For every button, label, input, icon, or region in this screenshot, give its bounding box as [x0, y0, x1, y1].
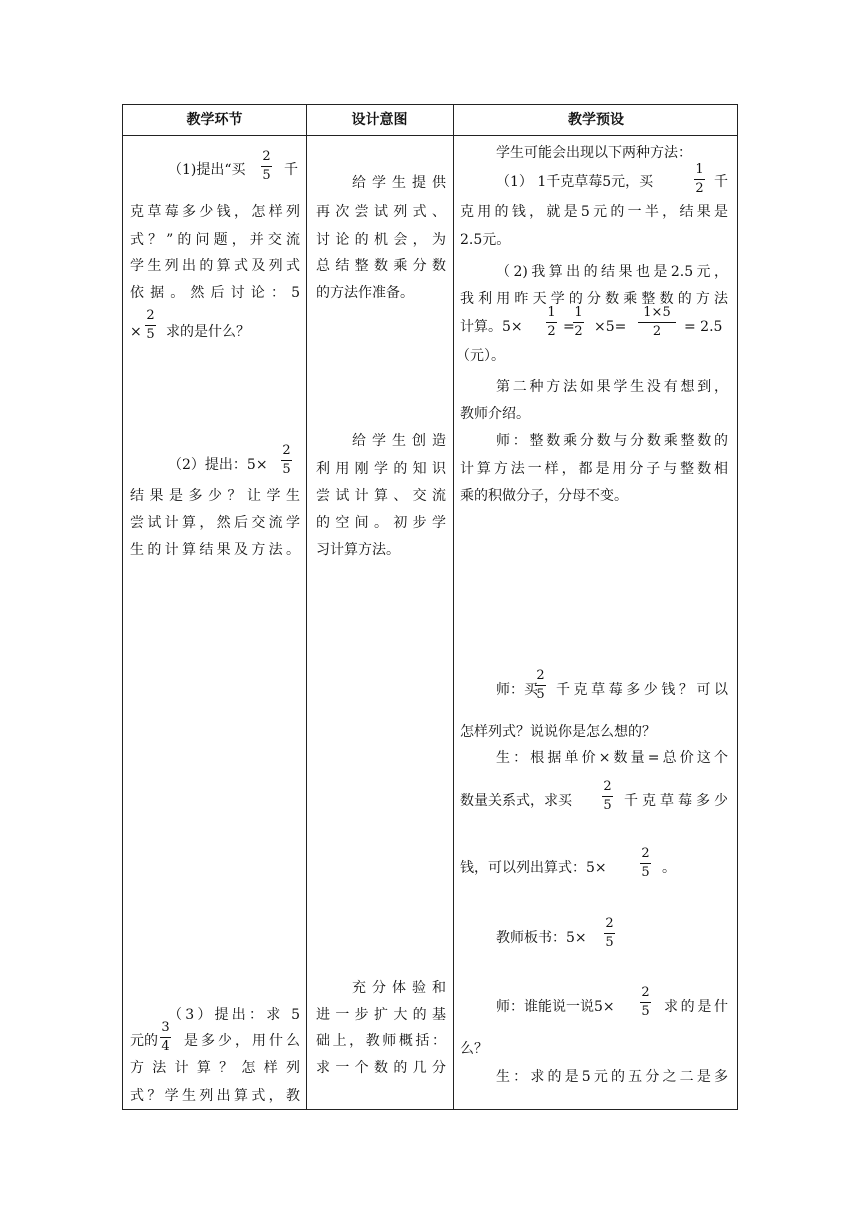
text-line: （元）。	[456, 348, 505, 364]
numerator: 1×5	[643, 305, 671, 320]
text-line: 师：谁能说一说5×	[496, 999, 615, 1015]
text-line: 给学生提供	[352, 175, 446, 191]
fraction	[602, 779, 613, 814]
text-line: 教师板书：5×	[496, 930, 587, 946]
text-line: 进一步扩大的基	[316, 1007, 446, 1023]
denominator: 5	[603, 798, 612, 813]
text-line: 千克草莓多少钱？可以	[556, 682, 728, 698]
text-line: 总结整数乘分数	[316, 258, 446, 274]
text-line: 怎样列式？说说你是怎么想的？	[460, 724, 656, 740]
text-line: （1） 1千克草莓5元，买	[496, 174, 654, 190]
text-line: （2）提出：5×	[168, 457, 268, 473]
header-design-intent: 设计意图	[351, 112, 408, 128]
text-line: 方法计算？怎样列	[130, 1060, 300, 1076]
fraction	[694, 162, 705, 197]
text-line: 式？”的问题，并交流	[130, 232, 300, 248]
text-line: 乘的积做分子，分母不变。	[460, 488, 628, 504]
text-line: 数量关系式，求买	[460, 793, 572, 809]
numerator: 1	[574, 305, 583, 320]
text-line: 充分体验和	[352, 980, 446, 996]
text-line: ×	[130, 324, 142, 340]
denominator: 5	[262, 168, 271, 183]
numerator: 2	[146, 308, 155, 323]
text-line: 是多少，用什么	[184, 1033, 300, 1049]
text-line: 生：求的是5元的五分之二是多	[496, 1069, 728, 1085]
column-divider	[453, 105, 454, 1109]
fraction	[573, 305, 584, 340]
denominator: 5	[641, 1004, 650, 1019]
text-line: 尝试计算、交流	[316, 488, 446, 504]
text-line: 求的是什么？	[166, 324, 250, 340]
header-teaching-stage: 教学环节	[186, 112, 243, 128]
text-line: 千	[284, 162, 298, 178]
fraction	[535, 668, 546, 703]
numerator: 2	[282, 443, 291, 458]
text-line: 的方法作准备。	[316, 285, 414, 301]
fraction	[604, 916, 615, 951]
text-line: 础上，教师概括：	[316, 1033, 446, 1049]
text-line: 利用刚学的知识	[316, 461, 446, 477]
numerator: 2	[641, 846, 650, 861]
numerator: 2	[262, 149, 271, 164]
numerator: 2	[536, 668, 545, 683]
text-line: 我利用昨天学的分数乘整数的方法	[460, 291, 728, 307]
fraction	[145, 308, 156, 343]
denominator: 4	[161, 1039, 170, 1054]
text-line: 的空间。初步学	[316, 515, 446, 531]
text-line: 求一个数的几分	[316, 1060, 446, 1076]
fraction	[640, 985, 651, 1020]
denominator: 5	[536, 687, 545, 702]
text-line: （3）提出：求 5	[168, 1007, 300, 1023]
header-teaching-plan: 教学预设	[568, 112, 624, 128]
text-line: 钱，可以列出算式：5×	[460, 860, 607, 876]
text-line: （1)提出“买	[168, 162, 246, 178]
fraction	[261, 149, 272, 184]
text-line: 第二种方法如果学生没有想到，	[496, 379, 728, 395]
text-line: （2)我算出的结果也是2.5元，	[496, 264, 728, 280]
text-line: 克用的钱，就是5元的一半，结果是	[460, 204, 728, 220]
text-line: ×5=	[594, 319, 627, 335]
denominator: 5	[605, 935, 614, 950]
fraction	[281, 443, 292, 478]
text-line: 2.5元。	[460, 232, 511, 248]
text-line: =	[563, 319, 575, 335]
text-line: 千克草莓多少	[624, 793, 728, 809]
text-line: 生的计算结果及方法。	[130, 542, 300, 558]
text-line: 。	[662, 860, 676, 876]
text-line: = 2.5	[684, 319, 723, 335]
denominator: 5	[641, 865, 650, 880]
text-line: 结果是多少？让学生	[130, 488, 300, 504]
text-line: 给学生创造	[352, 433, 446, 449]
numerator: 1	[547, 305, 556, 320]
header-divider	[123, 135, 737, 136]
numerator: 1	[695, 162, 704, 177]
text-line: 式？学生列出算式，教	[130, 1088, 300, 1104]
text-line: 么？	[460, 1041, 488, 1057]
numerator: 3	[161, 1020, 170, 1035]
text-line: 再次尝试列式、	[316, 204, 446, 220]
text-line: 讨论的机会，为	[316, 232, 446, 248]
text-line: 师：整数乘分数与分数乘整数的	[496, 433, 728, 449]
denominator: 2	[695, 181, 704, 196]
text-line: 学生可能会出现以下两种方法：	[496, 145, 692, 161]
text-line: 学生列出的算式及列式	[130, 258, 300, 274]
text-line: 教师介绍。	[460, 406, 530, 422]
text-line: 计算方法一样，都是用分子与整数相	[460, 461, 728, 477]
fraction	[160, 1020, 171, 1055]
numerator: 2	[605, 916, 614, 931]
denominator: 5	[282, 462, 291, 477]
text-line: 师：买	[496, 682, 538, 698]
column-divider	[306, 105, 307, 1109]
denominator: 5	[146, 327, 155, 342]
text-line: 求的是什	[664, 999, 728, 1015]
text-line: 尝试计算，然后交流学	[130, 515, 300, 531]
lesson-table	[122, 104, 738, 1110]
text-line: 克草莓多少钱，怎样列	[130, 204, 300, 220]
fraction	[640, 846, 651, 881]
text-line: 千	[714, 174, 728, 190]
numerator: 2	[641, 985, 650, 1000]
text-line: 计算。5×	[460, 319, 523, 335]
text-line: 依据。然后讨论：5	[130, 285, 300, 301]
numerator: 2	[603, 779, 612, 794]
denominator: 2	[652, 324, 662, 339]
text-line: 元的	[130, 1033, 158, 1049]
fraction	[638, 305, 676, 340]
denominator: 2	[574, 324, 583, 339]
denominator: 2	[547, 324, 556, 339]
fraction	[546, 305, 557, 340]
text-line: 习计算方法。	[316, 542, 400, 558]
text-line: 生：根据单价×数量=总价这个	[496, 750, 728, 766]
